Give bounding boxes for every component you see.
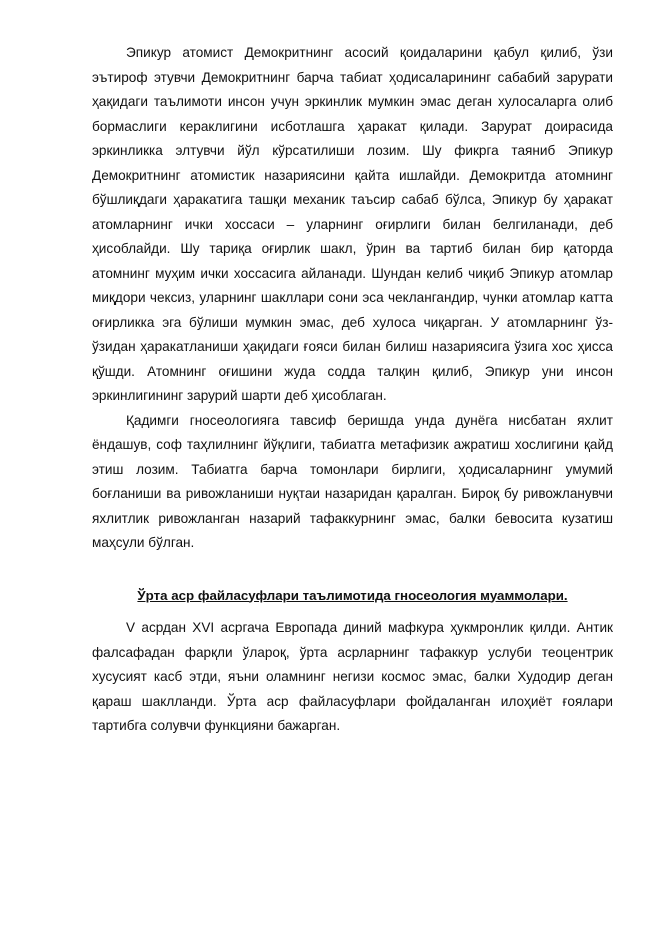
paragraph-middle-ages: V асрдан XVI асргача Европада диний мафкура ҳукмронлик қилди. Антик фалсафадан фарқли ўлароқ, ўрта асрларнинг тафаккур услуби теоцентрик хусусият касб этди, яъни оламнинг негизи космос эмас, балки Худодир деган қараш шаклланди. Ўрта аср файласуфлари фойдаланган илоҳиёт ғоялари тартибга солувчи функцияни бажарган. bbox=[92, 620, 613, 733]
paragraph-ancient-gnoseology: Қадимги гносеологияга тавсиф беришда унда дунёга нисбатан яхлит ёндашув, соф таҳлилнинг йўқлиги, табиатга метафизик ажратиш хослигини қайд этиш лозим. Табиатга барча томонлари бирлиги, ҳодисаларнинг умумий боғланиши ва ривожланиши нуқтаи назаридан қаралган. Бироқ бу ривожланувчи яхлитлик ривожланган назарий тафаккурнинг эмас, балки бевосита кузатиш маҳсули бўлган. bbox=[92, 412, 613, 550]
section-heading: Ўрта аср файласуфлари таълимотида гносеология муаммолари. bbox=[137, 587, 568, 603]
paragraph-epicurus: Эпикур атомист Демокритнинг асосий қоидаларини қабул қилиб, ўзи эътироф этувчи Демокритнинг барча табиат ҳодисаларининг сабабий зарурати ҳақидаги таълимоти инсон учун эркинлик мумкин эмас деган хулосаларга олиб бормаслиги кераклигини исботлашга ҳаракат қилади. Зарурат доирасида эркинликка элтувчи йўл кўрсатилиши лозим. Шу фикрга таяниб Эпикур Демокритнинг атомистик назариясини қайта ишлайди. Демокритда атомнинг бўшлиқдаги ҳаракатига ташқи механик таъсир сабаб бўлса, Эпикур бу ҳаракат атомларнинг ички хоссаси – уларнинг оғирлиги билан белгиланади, деб ҳисоблайди. Шу тариқа оғирлик шакл, ўрин ва тартиб билан бир қаторда атомнинг муҳим ички хоссасига айланади. Шундан келиб чиқиб Эпикур атомлар миқдори чексиз, уларнинг шакллари сони эса чеклангандир, чунки атомлар катта оғирликка эга бўлиши мумкин эмас, деб хулоса чиқарган. У атомларнинг ўз-ўзидан ҳаракатланиши ҳақидаги ғояси билан билиш назариясига ўзига хос ҳисса қўшди. Атомнинг оғишини жуда содда талқин қилиб, Эпикур уни инсон эркинлигининг зарурий шарти деб ҳисоблаган. bbox=[92, 45, 613, 403]
